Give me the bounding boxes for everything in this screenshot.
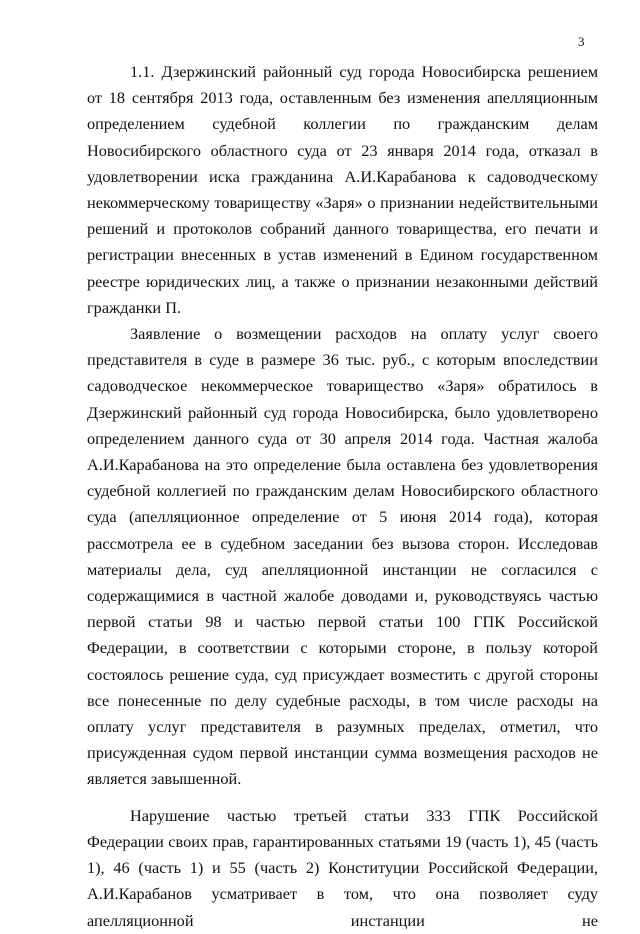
paragraph-expense-claim: Заявление о возмещении расходов на оплату услуг своего представителя в суде в размере 36 тыс. руб., с которым впоследствии садоводческое некоммерческое товарищество «Заря» обратилось в Дзержинский районный суд города Новосибирска, было удовлетворено определением данного суда от 30 апреля 2014 года. Частная жалоба А.И.Карабанова на это определение была оставлена без удовлетворения судебной коллегией по гражданским делам Новосибирского областного суда (апелляционное определение от 5 июня 2014 года), которая рассмотрела ее в судебном заседании без вызова сторон. Исследовав материалы дела, суд апелляционной инстанции не согласился с содержащимися в частной жалобе доводами и, руководствуясь частью первой статьи 98 и частью первой статьи 100 ГПК Российской Федерации, в соответствии с которыми стороне, в пользу которой состоялось решение суда, суд присуждает возместить с другой стороны все понесенные по делу судебные расходы, в том числе расходы на оплату услуг представителя в разумных пределах, отметил, что присужденная судом первой инстанции сумма возмещения расходов не является завышенной.: [87, 324, 598, 789]
document-body: [87, 59, 598, 934]
page-number: 3: [578, 34, 585, 49]
paragraph-constitutional-complaint: Нарушение частью третьей статьи 333 ГПК Российской Федерации своих прав, гарантированных статьями 19 (часть 1), 45 (часть 1), 46 (часть 1) и 55 (часть 2) Конституции Российской Федерации, А.И.Карабанов усматривает в том, что она позволяет суду апелляционной инстанции не: [87, 805, 598, 930]
paragraph-court-decision: 1.1. Дзержинский районный суд города Новосибирска решением от 18 сентября 2013 года, оставленным без изменения апелляционным определением судебной коллегии по гражданским делам Новосибирского областного суда от 23 января 2014 года, отказал в удовлетворении иска гражданина А.И.Карабанова к садоводческому некоммерческому товариществу «Заря» о признании недействительными решений и протоколов собраний данного товарищества, его печати и регистрации внесенных в устав изменений в Едином государственном реестре юридических лиц, а также о признании незаконными действий гражданки П.: [87, 62, 598, 317]
